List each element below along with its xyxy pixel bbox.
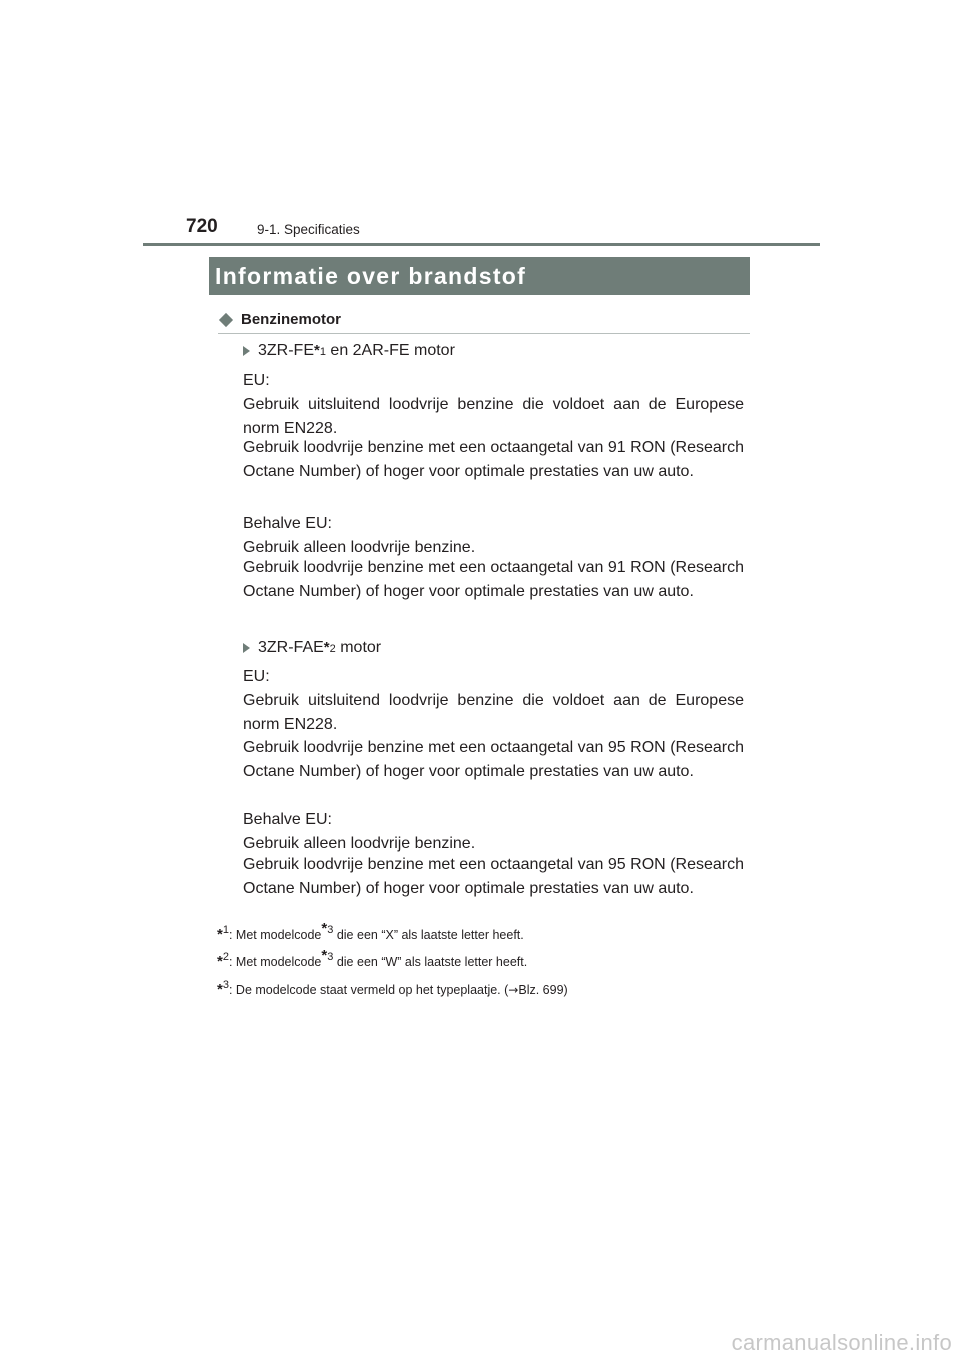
engine1-non-eu-octane: Gebruik loodvrije benzine met een octaangetal van 91 RON (Research Octane Number) of hoger voor optimale prestaties van uw auto. (243, 559, 744, 600)
header-rule (143, 243, 820, 246)
watermark: carmanualsonline.info (731, 1330, 952, 1355)
engine1-eu-text: Gebruik uitsluitend loodvrije benzine die voldoet aan de Europese norm EN228. (243, 396, 744, 437)
engine1-eu-octane: Gebruik loodvrije benzine met een octaangetal van 91 RON (Research Octane Number) of hoger voor optimale prestaties van uw auto. (243, 439, 744, 480)
footnote-ref: *1 (314, 342, 326, 359)
engine2-suffix: motor (335, 639, 382, 656)
engine2-heading (243, 639, 381, 657)
engine2-eu-octane: Gebruik loodvrije benzine met een octaangetal van 95 RON (Research Octane Number) of hoger voor optimale prestaties van uw auto. (243, 739, 744, 780)
engine2-model: 3ZR-FAE (258, 639, 324, 656)
engine1-non-eu-block (243, 512, 744, 560)
footnote-3: *$^3$: De modelcode staat vermeld op het typeplaatje. (→Blz. 699) (217, 979, 568, 998)
engine2-non-eu-block (243, 808, 744, 856)
title-bar (209, 257, 750, 295)
section-label: 9-1. Specificaties (257, 222, 360, 237)
subheading-rule (218, 333, 750, 334)
footnote-2: *$^2$: Met modelcode$^{*3}$ die een “W” als laatste letter heeft. (217, 947, 528, 970)
engine1-heading (243, 342, 455, 360)
subheading-text: Benzinemotor (241, 311, 342, 328)
diamond-icon (219, 312, 233, 326)
footnote-ref: *2 (323, 639, 336, 656)
engine2-eu-label: EU: (243, 668, 270, 685)
page-title: Informatie over brandstof (215, 262, 527, 289)
engine1-eu-block (243, 369, 744, 441)
arrow-right-icon: → (508, 983, 519, 997)
engine1-eu-label: EU: (243, 372, 270, 389)
triangle-arrow-icon (243, 346, 250, 356)
engine2-eu-text: Gebruik uitsluitend loodvrije benzine die voldoet aan de Europese norm EN228. (243, 692, 744, 733)
engine1-model: 3ZR-FE (258, 342, 314, 359)
engine2-non-eu-octane: Gebruik loodvrije benzine met een octaangetal van 95 RON (Research Octane Number) of hoger voor optimale prestaties van uw auto. (243, 856, 744, 897)
engine2-non-eu-label: Behalve EU: (243, 811, 332, 828)
page-number: 720 (186, 216, 218, 237)
engine1-non-eu-text: Gebruik alleen loodvrije benzine. (243, 539, 476, 556)
engine1-suffix: en 2AR-FE motor (325, 342, 455, 359)
engine2-non-eu-text: Gebruik alleen loodvrije benzine. (243, 835, 476, 852)
triangle-arrow-icon (243, 643, 250, 653)
subheading (218, 311, 750, 328)
engine2-eu-block (243, 665, 744, 737)
engine1-non-eu-label: Behalve EU: (243, 515, 332, 532)
footnote-1: *$^1$: Met modelcode$^{*3}$ die een “X” als laatste letter heeft. (217, 920, 524, 943)
